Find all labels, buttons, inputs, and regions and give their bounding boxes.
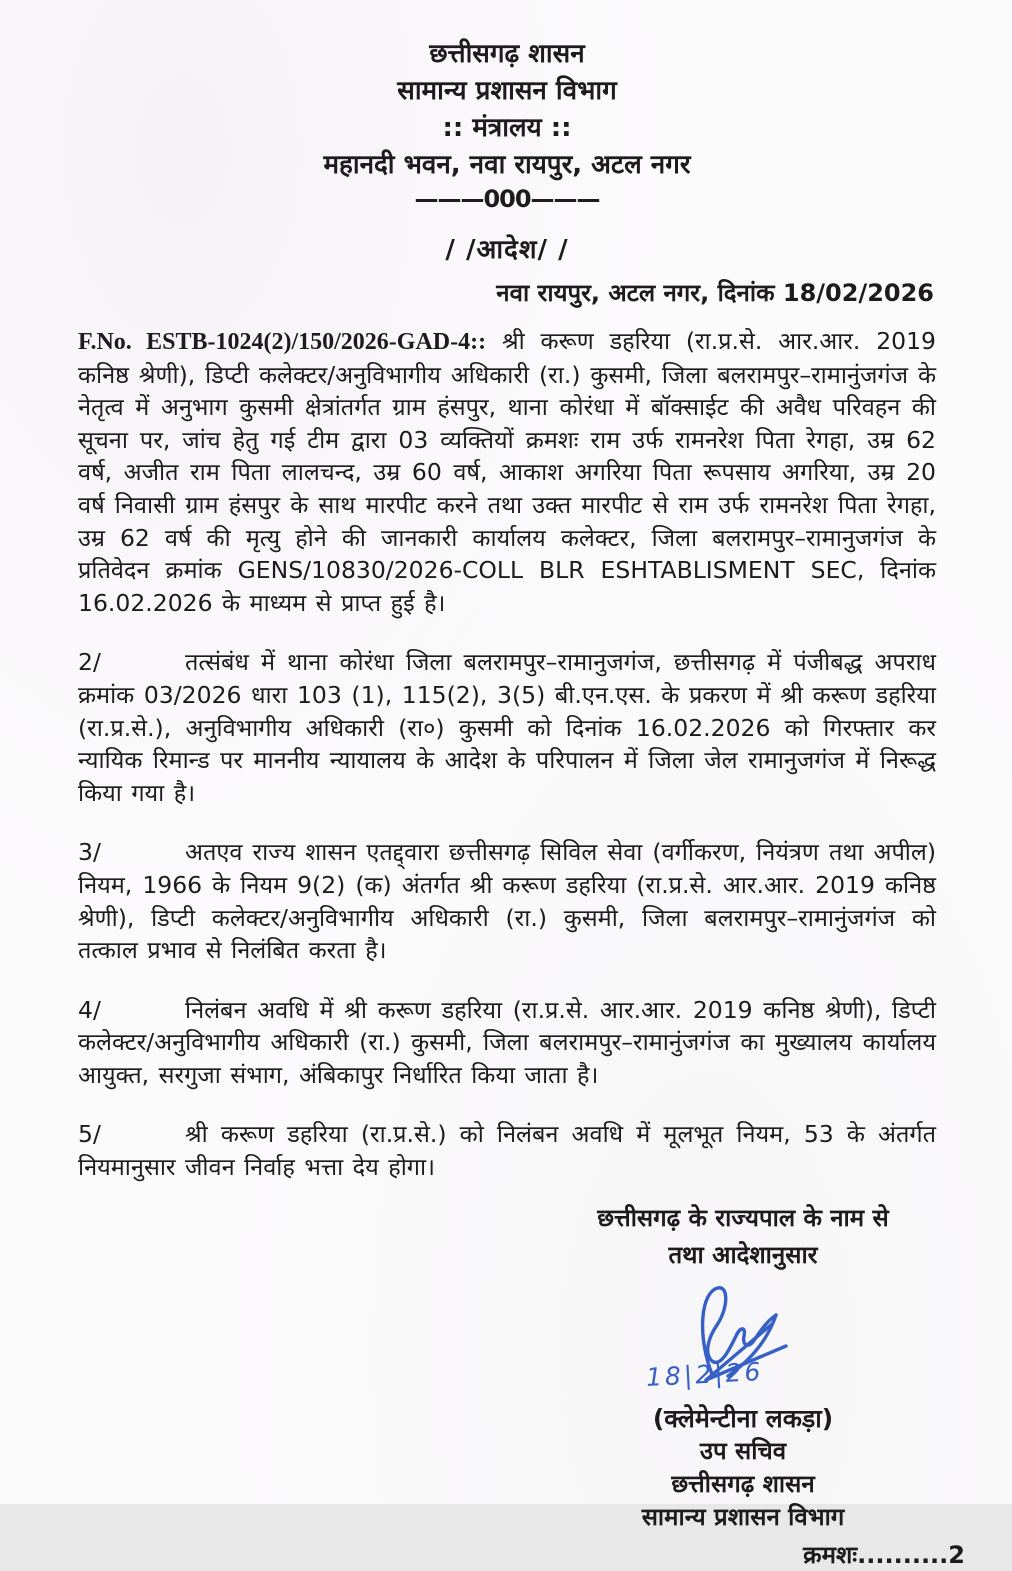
paragraph-2-number: 2/	[78, 648, 101, 677]
paragraph-5-text: श्री करूण डहरिया (रा.प्र.से.) को निलंबन अवधि में मूलभूत नियम, 53 के अंतर्गत नियमानुसार जीवन निर्वाह भत्ता देय होगा।	[78, 1120, 936, 1182]
department-name: सामान्य प्रशासन विभाग	[397, 76, 617, 106]
letterhead	[78, 36, 936, 214]
paragraph-4-text: निलंबन अवधि में श्री करूण डहरिया (रा.प्र.से. आर.आर. 2019 कनिष्ठ श्रेणी), डिप्टी कलेक्टर/अनुविभागीय अधिकारी (रा.) कुसमी, जिला बलरामपुर–रामानुंजगंज का मुख्यालय कार्यालय आयुक्त, सरगुजा संभाग, अंबिकापुर निर्धारित किया जाता है।	[78, 995, 936, 1089]
authority-line-2: तथा आदेशानुसार	[668, 1240, 818, 1269]
signatory-designation: उप सचिव	[699, 1436, 787, 1465]
ministry-line: :: मंत्रालय ::	[442, 113, 572, 143]
order-title: / /आदेश/ /	[445, 235, 569, 265]
paragraph-3-text: अतएव राज्य शासन एतद्द्वारा छत्तीसगढ़ सिविल सेवा (वर्गीकरण, नियंत्रण तथा अपील) नियम, 1966 के नियम 9(2) (क) अंतर्गत श्री करूण डहरिया (रा.प्र.से. आर.आर. 2019 कनिष्ठ श्रेणी), डिप्टी कलेक्टर/अनुविभागीय अधिकारी (रा.) कुसमी, जिला बलरामपुर–रामानुंजगंज को तत्काल प्रभाव से निलंबित करता है।	[78, 838, 936, 965]
government-name: छत्तीसगढ़ शासन	[429, 39, 585, 69]
paragraph-5-number: 5/	[78, 1120, 101, 1149]
signature-area	[550, 1274, 936, 1402]
address-line: महानदी भवन, नवा रायपुर, अटल नगर	[323, 150, 691, 180]
header-separator: ———000———	[414, 185, 600, 213]
signatory-org-line-2: सामान्य प्रशासन विभाग	[641, 1502, 845, 1531]
paragraph-2	[78, 646, 936, 809]
paragraph-5	[78, 1118, 936, 1183]
paragraph-4	[78, 994, 936, 1092]
signatory-details	[550, 1402, 936, 1534]
paragraph-3	[78, 836, 936, 966]
order-body	[78, 325, 936, 1184]
paragraph-1-text: श्री करूण डहरिया (रा.प्र.से. आर.आर. 2019 कनिष्ठ श्रेणी), डिप्टी कलेक्टर/अनुविभागीय अधिकारी (रा.) कुसमी, जिला बलरामपुर–रामानुंजगंज के नेतृत्व में अनुभाग कुसमी क्षेत्रांतर्गत ग्राम हंसपुर, थाना कोरंधा में बॉक्साईट की अवैध परिवहन की सूचना पर, जांच हेतु गई टीम द्वारा 03 व्यक्तियों क्रमशः राम उर्फ रामनरेश पिता रेगहा, उम्र 62 वर्ष, अजीत राम पिता लालचन्द, उम्र 60 वर्ष, आकाश अगरिया पिता रूपसाय अगरिया, उम्र 20 वर्ष निवासी ग्राम हंसपुर के साथ मारपीट करने तथा उक्त मारपीट से राम उर्फ रामनरेश पिता रेगहा, उम्र 62 वर्ष की मृत्यु होने की जानकारी कार्यालय कलेक्टर, जिला बलरामपुर–रामानुजगंज के प्रतिवेदन क्रमांक GENS/10830/2026-COLL BLR ESHTABLISMENT SEC, दिनांक 16.02.2026 के माध्यम से प्राप्त हुई है।	[78, 327, 936, 617]
file-number: F.No. ESTB-1024(2)/150/2026-GAD-4::	[78, 329, 487, 355]
authority-line-1: छत्तीसगढ़ के राज्यपाल के नाम से	[597, 1203, 889, 1232]
signatory-org-line-1: छत्तीसगढ़ शासन	[671, 1469, 815, 1498]
continuation-marker: क्रमशः..........2	[803, 1540, 965, 1569]
paragraph-1	[78, 325, 936, 619]
paragraph-2-text: तत्संबंध में थाना कोरंधा जिला बलरामपुर–रामानुजगंज, छत्तीसगढ़ में पंजीबद्ध अपराध क्रमांक 03/2026 धारा 103 (1), 115(2), 3(5) बी.एन.एस. के प्रकरण में श्री करूण डहरिया (रा.प्र.से.), अनुविभागीय अधिकारी (रा०) कुसमी को दिनांक 16.02.2026 को गिरफ्तार कर न्यायिक रिमान्ड पर माननीय न्यायालय के आदेश के परिपालन में जिला जेल रामानुजगंज में निरूद्ध किया गया है।	[78, 648, 936, 807]
place-date-line: नवा रायपुर, अटल नगर, दिनांक 18/02/2026	[496, 279, 934, 307]
signatory-name: (क्लेमेन्टीना लकड़ा)	[652, 1403, 834, 1433]
signature-block	[550, 1200, 936, 1534]
paragraph-3-number: 3/	[78, 838, 101, 867]
handwritten-date: 18|2|26	[645, 1356, 765, 1392]
paragraph-4-number: 4/	[78, 995, 101, 1024]
